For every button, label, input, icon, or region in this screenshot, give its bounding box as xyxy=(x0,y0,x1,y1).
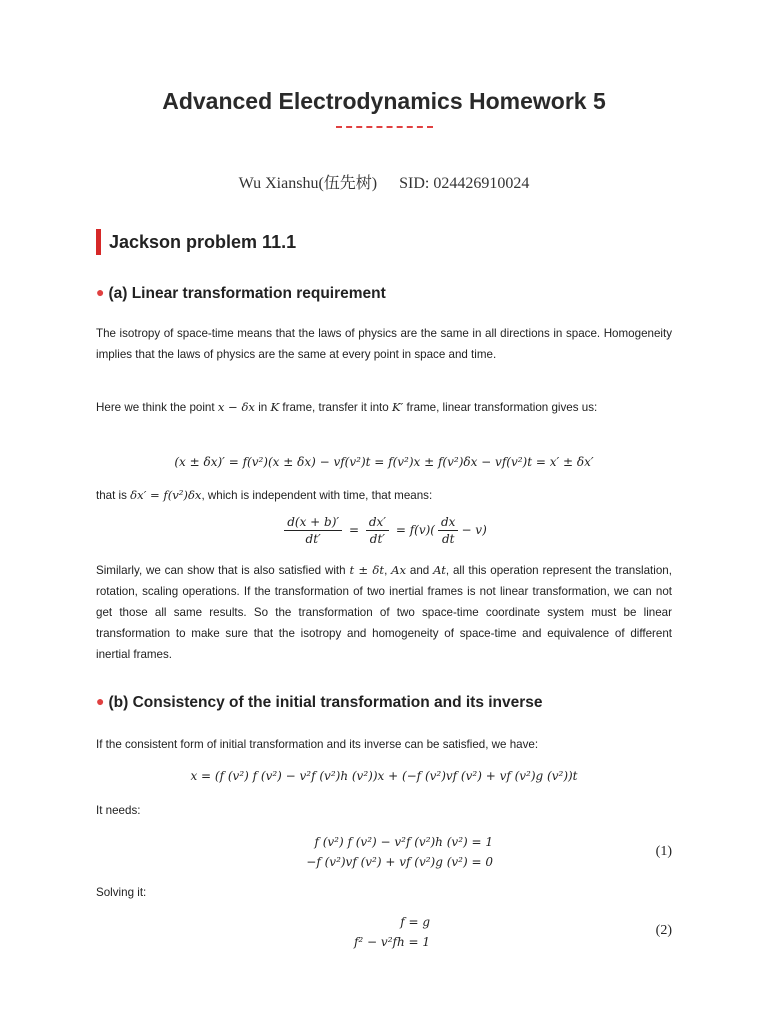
title-underline xyxy=(336,126,433,128)
math-inline: Ax xyxy=(391,563,407,577)
fraction xyxy=(366,515,389,546)
math-inline: δx′ = f(v²)δx xyxy=(130,488,202,502)
author-line xyxy=(0,170,768,193)
equation-system-1 xyxy=(250,832,493,872)
fraction-numerator: d(x + b)′ xyxy=(284,515,342,531)
equation-number-2: (2) xyxy=(655,923,672,938)
part-a-paragraph-2 xyxy=(96,397,672,418)
equals-sign: = xyxy=(348,523,359,537)
fraction-numerator: dx′ xyxy=(366,515,389,531)
part-b-paragraph-3: Solving it: xyxy=(96,886,147,899)
part-b-paragraph-2: It needs: xyxy=(96,804,141,817)
equation-line: f² − v²fh = 1 xyxy=(353,935,430,949)
part-a-paragraph-4: Similarly, we can show that is also satisfied with t ± δt, Ax and At, all this operation represent the translation, rotation, scaling operations. If the transformation of two inertial frames is not linear transformation, we can not get those all same results. So the transformation of two space-time coordinate system must be linear transformation to make sure that the isotropy and homogeneity of space-time and equivalence of different inertial frames. xyxy=(96,563,672,661)
text-run: in xyxy=(258,401,268,414)
section-heading-text: Jackson problem 11.1 xyxy=(109,231,297,252)
equation-line: −f (v²)vf (v²) + vf (v²)g (v²) = 0 xyxy=(306,855,493,869)
fraction-denominator: dt′ xyxy=(369,532,386,546)
text-run: that is xyxy=(96,489,127,502)
part-a-heading xyxy=(96,285,386,303)
equation-text: = f(v)( xyxy=(395,523,435,537)
section-marker-bar xyxy=(96,229,101,255)
part-b-heading xyxy=(96,694,543,712)
text-run: and xyxy=(409,564,430,577)
text-run: , all this operation represent the translation, rotation, scaling operations. If the transformation of two inertial frames is not linear transformation, we can not get those all same results. So the transformation of two space-time coordinate system must be linear transformation to make sure that the isotropy and homogeneity of space-time and equivalence of different inertial frames. xyxy=(96,564,672,661)
fraction-numerator: dx xyxy=(438,515,458,531)
fraction xyxy=(438,515,458,546)
page-title: Advanced Electrodynamics Homework 5 xyxy=(162,88,606,114)
equation-3: x = (f (v²) f (v²) − v²f (v²)h (v²))x + (−f (v²)vf (v²) + vf (v²)g (v²))t xyxy=(190,769,578,783)
equation-2 xyxy=(96,515,672,546)
student-id: SID: 024426910024 xyxy=(399,175,530,192)
equation-text: − v) xyxy=(461,523,487,537)
equation-line: f (v²) f (v²) − v²f (v²)h (v²) = 1 xyxy=(314,835,493,849)
equation-1: (x ± δx)′ = f(v²)(x ± δx) − vf(v²)t = f(v²)x ± f(v²)δx − vf(v²)t = x′ ± δx′ xyxy=(174,455,594,469)
equation-number-1: (1) xyxy=(655,844,672,859)
author-name: Wu Xianshu(伍先树) xyxy=(238,175,378,192)
text-run: Here we think the point xyxy=(96,401,215,414)
math-inline: x − δx xyxy=(217,400,255,414)
bullet-icon: ● xyxy=(96,693,105,709)
fraction xyxy=(284,515,342,546)
math-inline: t ± δt xyxy=(349,563,385,577)
equation-line: f = g xyxy=(400,915,430,929)
math-inline: K xyxy=(270,400,280,414)
part-b-paragraph-1: If the consistent form of initial transformation and its inverse can be satisfied, we have: xyxy=(96,738,539,751)
math-inline: At xyxy=(433,563,446,577)
part-a-paragraph-3 xyxy=(96,485,672,506)
text-run: frame, transfer it into xyxy=(282,401,389,414)
fraction-denominator: dt xyxy=(441,532,455,546)
part-b-heading-text: (b) Consistency of the initial transformation and its inverse xyxy=(108,694,543,711)
fraction-denominator: dt′ xyxy=(305,532,321,546)
bullet-icon: ● xyxy=(96,284,105,300)
section-heading xyxy=(96,229,296,255)
part-a-paragraph-1: The isotropy of space-time means that the laws of physics are the same in all directions in space. Homogeneity implies that the laws of physics are the same at every point in space and time. xyxy=(96,327,672,361)
equation-system-2 xyxy=(300,912,430,952)
text-run: , which is independent with time, that means: xyxy=(201,489,433,502)
text-run: frame, linear transformation gives us: xyxy=(406,401,598,414)
text-run: Similarly, we can show that is also satisfied with xyxy=(96,564,346,577)
math-inline: K′ xyxy=(391,400,404,414)
part-a-heading-text: (a) Linear transformation requirement xyxy=(108,285,386,302)
